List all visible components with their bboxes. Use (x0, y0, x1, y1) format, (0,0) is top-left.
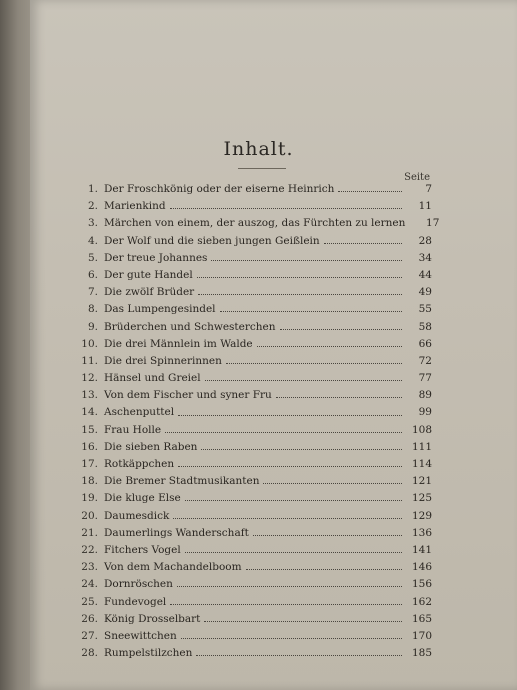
toc-entry (72, 252, 432, 269)
toc-entry-page: 129 (411, 509, 432, 522)
toc-entry-title: Sneewittchen (104, 629, 177, 642)
toc-entry-number: 15. (81, 423, 98, 436)
toc-entry-title: Daumerlings Wanderschaft (104, 526, 249, 539)
dot-leader (185, 552, 402, 553)
toc-entry-number: 10. (81, 337, 98, 350)
toc-entry-number: 8. (87, 303, 98, 316)
toc-entry (72, 458, 432, 475)
toc-entry-title: Aschenputtel (104, 406, 175, 419)
toc-entry-title: Rumpelstilzchen (104, 647, 193, 660)
dot-leader (204, 621, 402, 622)
toc-entry-title: Märchen von einem, der auszog, das Fürchten zu lernen (104, 217, 406, 230)
toc-entry-number: 3. (87, 217, 98, 230)
toc-entry-title: Die Bremer Stadtmusikanten (104, 475, 260, 488)
toc-entry-page: 156 (411, 578, 432, 591)
toc-entry-title: Frau Holle (104, 423, 162, 436)
dot-leader (205, 380, 402, 381)
toc-entry-page: 17 (426, 217, 440, 230)
toc-entry-title: Der Froschkönig oder der eiserne Heinrich (104, 183, 335, 195)
toc-entry-page: 111 (411, 440, 432, 453)
toc-entry-number: 25. (81, 595, 98, 608)
toc-entry-title: Fitchers Vogel (104, 543, 181, 556)
toc-entry-page: 28 (418, 234, 432, 247)
dot-leader (173, 518, 402, 519)
toc-entry-number: 16. (81, 440, 98, 453)
toc-entry-page: 165 (411, 612, 432, 625)
toc-entry-title: König Drosselbart (104, 612, 201, 625)
toc-entry (72, 286, 432, 303)
toc-entry (72, 406, 432, 423)
toc-entry-title: Marienkind (104, 200, 166, 213)
toc-entry (72, 544, 432, 561)
toc-entry (72, 647, 432, 664)
toc-entry (72, 269, 432, 286)
dot-leader (181, 638, 402, 639)
toc-entry-title: Daumesdick (104, 509, 170, 522)
dot-leader (170, 604, 402, 605)
toc-entry-page: 58 (418, 320, 432, 333)
toc-entry-title: Der gute Handel (104, 268, 193, 281)
toc-entry (72, 613, 432, 630)
toc-entry-title: Die drei Männlein im Walde (104, 337, 253, 350)
toc-entry (72, 183, 432, 200)
dot-leader (198, 294, 402, 295)
dot-leader (170, 208, 402, 209)
toc-entry-number: 1. (87, 183, 98, 195)
toc-entry-number: 26. (81, 612, 98, 625)
dot-leader (263, 483, 402, 484)
toc-entry (72, 372, 432, 389)
toc-entry-title: Der Wolf und die sieben jungen Geißlein (104, 234, 320, 247)
dot-leader (257, 346, 402, 347)
toc-entry (72, 441, 432, 458)
dot-leader (338, 191, 402, 192)
dot-leader (197, 277, 402, 278)
dot-leader (185, 500, 402, 501)
toc-entry-page: 141 (411, 543, 432, 556)
dot-leader (201, 449, 402, 450)
page-title: Inhalt. (223, 138, 294, 160)
toc-entry (72, 510, 432, 527)
toc-entry-page: 34 (418, 251, 432, 264)
dot-leader (324, 243, 402, 244)
toc-entry (72, 200, 432, 217)
toc-entry-page: 7 (425, 183, 432, 195)
dot-leader (177, 586, 402, 587)
toc-entry-page: 185 (411, 647, 432, 660)
toc-entry-number: 14. (81, 406, 98, 419)
dot-leader (220, 311, 402, 312)
toc-entry-title: Der treue Johannes (104, 251, 208, 264)
toc-entry-number: 20. (81, 509, 98, 522)
toc-entry-title: Von dem Machandelboom (104, 561, 242, 574)
toc-entry (72, 561, 432, 578)
toc-entry-number: 24. (81, 578, 98, 591)
toc-entry (72, 527, 432, 544)
dot-leader (280, 329, 403, 330)
toc-entry-page: 146 (411, 561, 432, 574)
toc-entry-page: 125 (411, 492, 432, 505)
dot-leader (178, 415, 402, 416)
toc-entry (72, 475, 432, 492)
toc-entry-page: 162 (411, 595, 432, 608)
toc-entry (72, 303, 432, 320)
toc-entry-title: Dornröschen (104, 578, 173, 591)
toc-entry-number: 19. (81, 492, 98, 505)
toc-entry-number: 17. (81, 458, 98, 470)
toc-entry (72, 321, 432, 338)
toc-entry-title: Brüderchen und Schwesterchen (104, 320, 276, 333)
toc-entry-number: 11. (81, 354, 98, 367)
toc-entry-page: 11 (418, 200, 432, 213)
toc-entry-number: 4. (87, 234, 98, 247)
title-rule (238, 168, 286, 169)
toc-entry-page: 72 (418, 354, 432, 367)
toc-entry-number: 12. (81, 372, 98, 385)
dot-leader (226, 363, 402, 364)
toc-entry-page: 44 (418, 268, 432, 281)
toc-entry-page: 121 (411, 475, 432, 488)
dot-leader (276, 397, 402, 398)
toc-entry (72, 424, 432, 441)
toc-entry (72, 492, 432, 509)
toc-entry (72, 338, 432, 355)
toc-entry-page: 108 (411, 423, 432, 436)
page-column-label: Seite (404, 172, 430, 183)
table-of-contents (72, 183, 440, 664)
dot-leader (178, 466, 402, 467)
toc-entry (72, 217, 440, 234)
dot-leader (211, 260, 402, 261)
toc-entry-title: Fundevogel (104, 595, 167, 608)
toc-entry-page: 49 (418, 286, 432, 299)
toc-entry-title: Die drei Spinnerinnen (104, 354, 222, 367)
toc-entry-page: 89 (418, 389, 432, 402)
toc-entry-number: 9. (87, 320, 98, 333)
toc-entry-number: 21. (81, 526, 98, 539)
toc-entry-number: 13. (81, 389, 98, 402)
toc-entry-title: Die zwölf Brüder (104, 286, 195, 299)
toc-entry-number: 18. (81, 475, 98, 488)
toc-entry-number: 7. (87, 286, 98, 299)
toc-entry-number: 27. (81, 629, 98, 642)
dot-leader (253, 535, 402, 536)
toc-entry-number: 28. (81, 647, 98, 660)
toc-entry-number: 5. (87, 251, 98, 264)
toc-entry-title: Hänsel und Greiel (104, 372, 201, 385)
toc-entry-page: 114 (411, 458, 432, 470)
toc-entry (72, 578, 432, 595)
toc-entry (72, 630, 432, 647)
toc-entry-title: Die sieben Raben (104, 440, 198, 453)
toc-entry-title: Das Lumpengesindel (104, 303, 216, 316)
toc-entry-page: 99 (418, 406, 432, 419)
toc-entry-title: Die kluge Else (104, 492, 181, 505)
toc-entry (72, 235, 432, 252)
toc-entry (72, 596, 432, 613)
toc-entry-page: 136 (411, 526, 432, 539)
toc-entry-page: 66 (418, 337, 432, 350)
toc-entry-number: 23. (81, 561, 98, 574)
toc-entry-number: 6. (87, 268, 98, 281)
dot-leader (246, 569, 402, 570)
toc-entry-page: 55 (418, 303, 432, 316)
dot-leader (165, 432, 402, 433)
toc-entry-title: Rotkäppchen (104, 458, 175, 470)
toc-entry-title: Von dem Fischer und syner Fru (104, 389, 272, 402)
dot-leader (196, 655, 402, 656)
toc-entry-page: 170 (411, 629, 432, 642)
toc-entry-page: 77 (418, 372, 432, 385)
toc-entry-number: 22. (81, 543, 98, 556)
toc-entry (72, 389, 432, 406)
toc-entry-number: 2. (87, 200, 98, 213)
toc-entry (72, 355, 432, 372)
